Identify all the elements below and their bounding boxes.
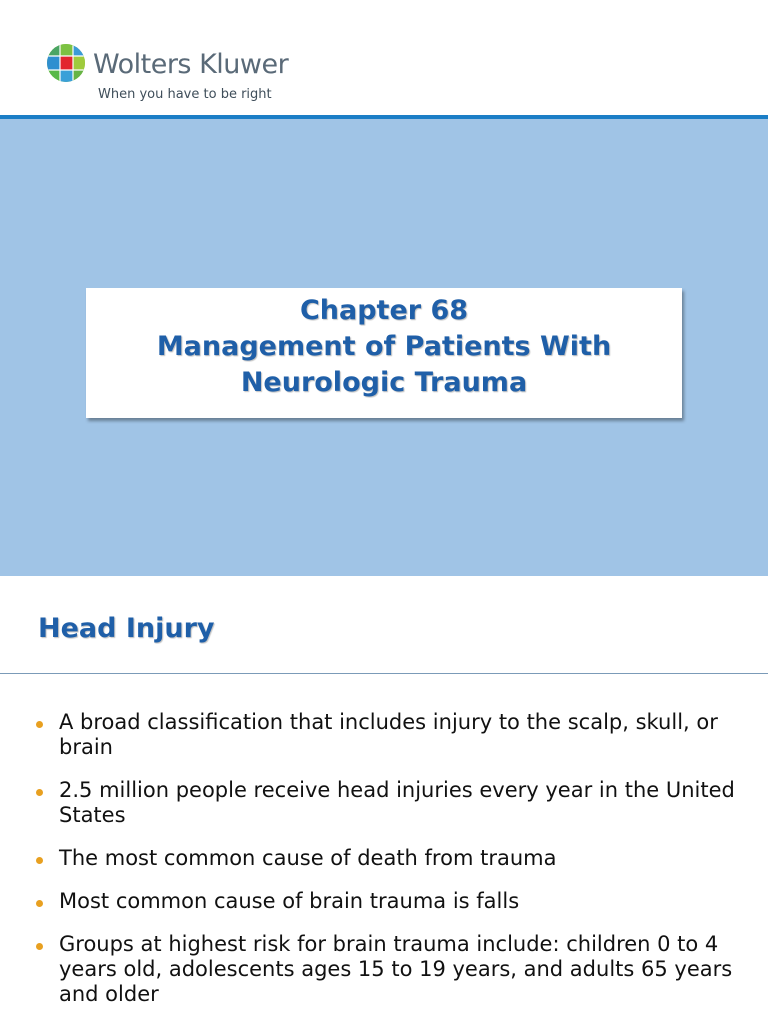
title-divider xyxy=(0,673,768,674)
bullet-dot-icon xyxy=(36,789,43,796)
bullet-text: The most common cause of death from trauma xyxy=(59,846,557,870)
chapter-title-box xyxy=(86,288,682,418)
bullet-dot-icon xyxy=(36,900,43,907)
bullet-item xyxy=(36,778,746,828)
content-slide xyxy=(0,576,768,1024)
bullet-text: Most common cause of brain trauma is falls xyxy=(59,889,520,913)
wolters-kluwer-logo-icon xyxy=(46,43,86,83)
chapter-title-line-2: Neurologic Trauma xyxy=(240,367,528,398)
chapter-number: Chapter 68 xyxy=(299,295,469,326)
bullet-text: 2.5 million people receive head injuries every year in the United States xyxy=(59,778,735,827)
bullet-item xyxy=(36,710,746,760)
bullet-list xyxy=(36,710,746,1025)
bullet-dot-icon xyxy=(36,721,43,728)
header-bar xyxy=(0,0,768,115)
slide-title: Head Injury xyxy=(38,613,215,644)
chapter-title-line-1: Management of Patients With xyxy=(156,331,612,362)
bullet-text: A broad classification that includes injury to the scalp, skull, or brain xyxy=(59,710,718,759)
bullet-text: Groups at highest risk for brain trauma include: children 0 to 4 years old, adolescents ages 15 to 19 years, and adults 65 years and older xyxy=(59,932,733,1006)
bullet-item xyxy=(36,889,746,914)
brand-name: Wolters Kluwer xyxy=(93,49,289,80)
bullet-dot-icon xyxy=(36,857,43,864)
bullet-item xyxy=(36,932,746,1007)
bullet-dot-icon xyxy=(36,943,43,950)
brand-tagline: When you have to be right xyxy=(98,87,272,102)
bullet-item xyxy=(36,846,746,871)
